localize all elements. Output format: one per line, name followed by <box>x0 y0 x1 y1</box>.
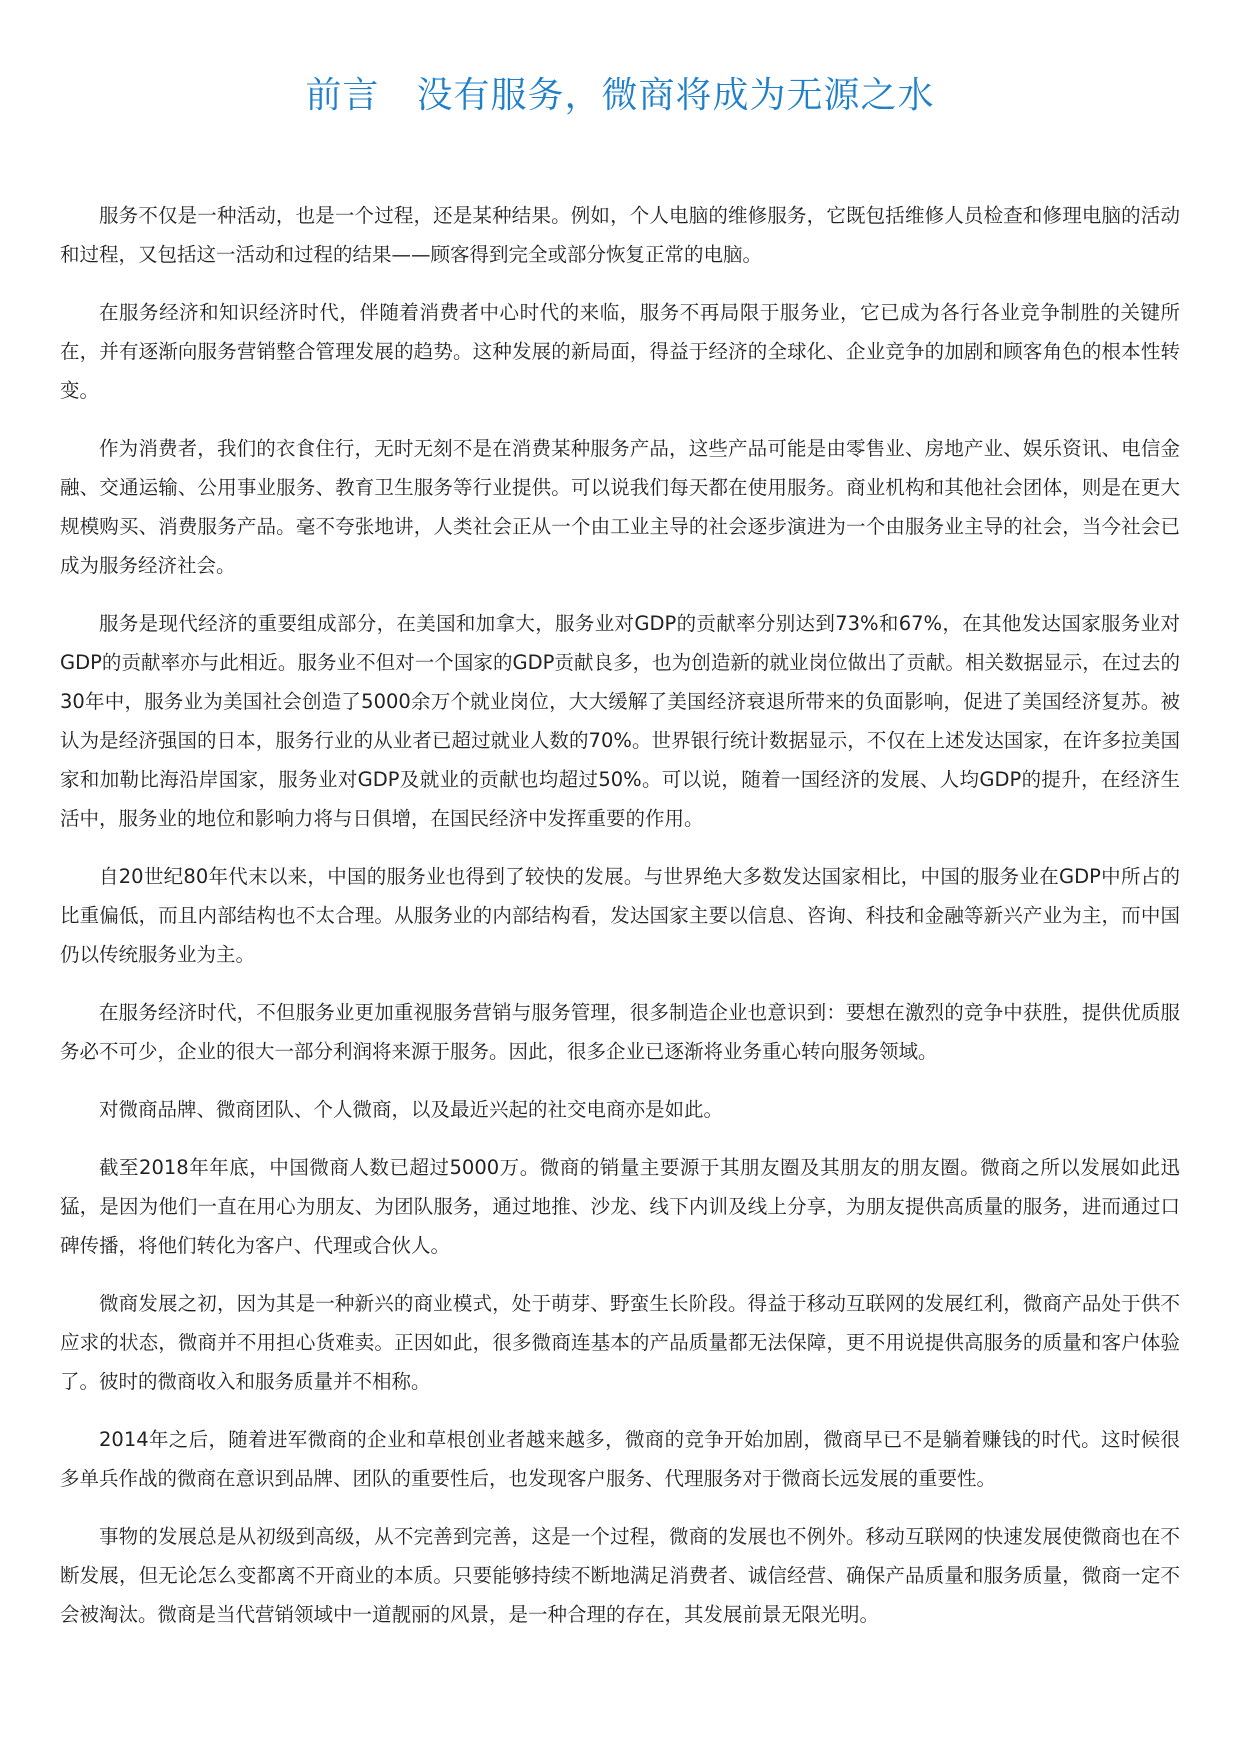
paragraph-1: 服务不仅是一种活动，也是一个过程，还是某种结果。例如，个人电脑的维修服务，它既包括维修人员检查和修理电脑的活动和过程，又包括这一活动和过程的结果——顾客得到完全或部分恢复正常的电脑。 <box>60 204 1180 266</box>
paragraph-8: 截至2018年年底，中国微商人数已超过5000万。微商的销量主要源于其朋友圈及其朋友的朋友圈。微商之所以发展如此迅猛，是因为他们一直在用心为朋友、为团队服务，通过地推、沙龙、线下内训及线上分享，为朋友提供高质量的服务，进而通过口碑传播，将他们转化为客户、代理或合伙人。 <box>60 1156 1180 1257</box>
paragraph-11: 事物的发展总是从初级到高级，从不完善到完善，这是一个过程，微商的发展也不例外。移动互联网的快速发展使微商也在不断发展，但无论怎么变都离不开商业的本质。只要能够持续不断地满足消费者、诚信经营、确保产品质量和服务质量，微商一定不会被淘汰。微商是当代营销领域中一道靓丽的风景，是一种合理的存在，其发展前景无限光明。 <box>60 1525 1180 1626</box>
paragraph-5: 自20世纪80年代末以来，中国的服务业也得到了较快的发展。与世界绝大多数发达国家相比，中国的服务业在GDP中所占的比重偏低，而且内部结构也不太合理。从服务业的内部结构看，发达国家主要以信息、咨询、科技和金融等新兴产业为主，而中国仍以传统服务业为主。 <box>60 865 1180 966</box>
paragraph-6: 在服务经济时代，不但服务业更加重视服务营销与服务管理，很多制造企业也意识到：要想在激烈的竞争中获胜，提供优质服务必不可少，企业的很大一部分利润将来源于服务。因此，很多企业已逐渐将业务重心转向服务领域。 <box>60 1001 1180 1063</box>
document-body <box>60 196 1180 1653</box>
page-title: 前言 没有服务，微商将成为无源之水 <box>305 75 935 116</box>
paragraph-10: 2014年之后，随着进军微商的企业和草根创业者越来越多，微商的竞争开始加剧，微商早已不是躺着赚钱的时代。这时候很多单兵作战的微商在意识到品牌、团队的重要性后，也发现客户服务、代理服务对于微商长远发展的重要性。 <box>60 1428 1180 1490</box>
paragraph-7: 对微商品牌、微商团队、个人微商，以及最近兴起的社交电商亦是如此。 <box>99 1098 724 1121</box>
paragraph-4: 服务是现代经济的重要组成部分，在美国和加拿大，服务业对GDP的贡献率分别达到73%和67%，在其他发达国家服务业对GDP的贡献率亦与此相近。服务业不但对一个国家的GDP贡献良多，也为创造新的就业岗位做出了贡献。相关数据显示，在过去的30年中，服务业为美国社会创造了5000余万个就业岗位，大大缓解了美国经济衰退所带来的负面影响，促进了美国经济复苏。被认为是经济强国的日本，服务行业的从业者已超过就业人数的70%。世界银行统计数据显示，不仅在上述发达国家，在许多拉美国家和加勒比海沿岸国家，服务业对GDP及就业的贡献也均超过50%。可以说，随着一国经济的发展、人均GDP的提升，在经济生活中，服务业的地位和影响力将与日俱增，在国民经济中发挥重要的作用。 <box>60 612 1180 830</box>
paragraph-2: 在服务经济和知识经济时代，伴随着消费者中心时代的来临，服务不再局限于服务业，它已成为各行各业竞争制胜的关键所在，并有逐渐向服务营销整合管理发展的趋势。这种发展的新局面，得益于经济的全球化、企业竞争的加剧和顾客角色的根本性转变。 <box>60 301 1180 402</box>
paragraph-9: 微商发展之初，因为其是一种新兴的商业模式，处于萌芽、野蛮生长阶段。得益于移动互联网的发展红利，微商产品处于供不应求的状态，微商并不用担心货难卖。正因如此，很多微商连基本的产品质量都无法保障，更不用说提供高服务的质量和客户体验了。彼时的微商收入和服务质量并不相称。 <box>60 1292 1180 1393</box>
paragraph-3: 作为消费者，我们的衣食住行，无时无刻不是在消费某种服务产品，这些产品可能是由零售业、房地产业、娱乐资讯、电信金融、交通运输、公用事业服务、教育卫生服务等行业提供。可以说我们每天都在使用服务。商业机构和其他社会团体，则是在更大规模购买、消费服务产品。毫不夸张地讲，人类社会正从一个由工业主导的社会逐步演进为一个由服务业主导的社会，当今社会已成为服务经济社会。 <box>60 437 1180 577</box>
